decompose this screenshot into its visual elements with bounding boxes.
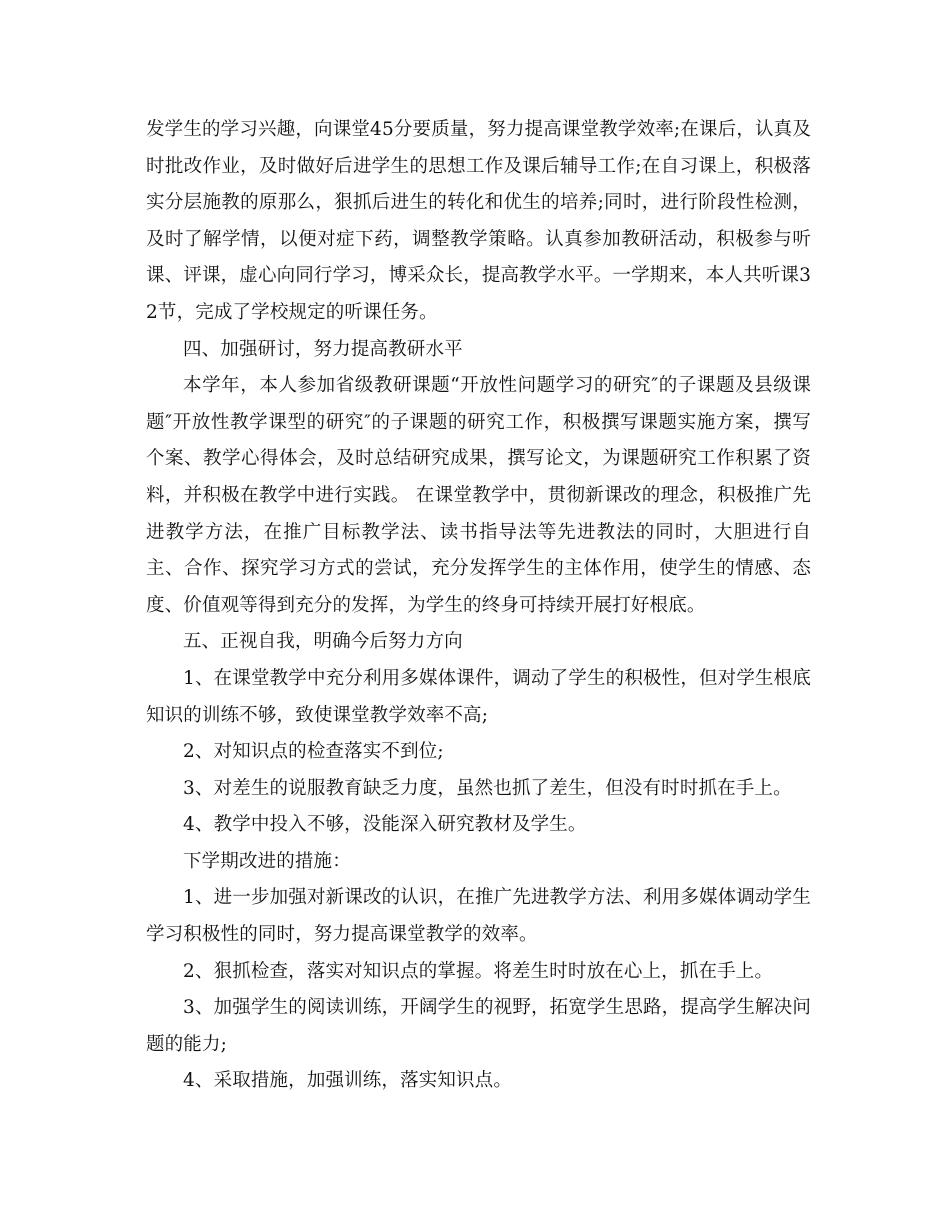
- paragraph-teaching-practice: 发学生的学习兴趣，向课堂45分要质量，努力提高课堂教学效率;在课后，认真及时批改作业，及时做好后进学生的思想工作及课后辅导工作;在自习课上，积极落实分层施教的原那么，狠抓后进生的转化和优生的培养;同时，进行阶段性检测，及时了解学情，以便对症下药，调整教学策略。认真参加教研活动，积极参与听课、评课，虚心向同行学习，博采众长，提高教学水平。一学期来，本人共听课32节，完成了学校规定的听课任务。: [146, 119, 811, 323]
- subheading-improvements: 下学期改进的措施：: [183, 850, 351, 872]
- list-item-improvement-1: 1、进一步加强对新课改的认识，在推广先进教学方法、利用多媒体调动学生学习积极性的同时，努力提高课堂教学的效率。: [146, 887, 811, 946]
- paragraph-research: 本学年，本人参加省级教研课题“开放性问题学习的研究″的子课题及县级课题″开放性教学课型的研究″的子课题的研究工作，积极撰写课题实施方案，撰写个案、教学心得体会，及时总结研究成果，撰写论文，为课题研究工作积累了资料，并积极在教学中进行实践。 在课堂教学中，贯彻新课改的理念，积极推广先进教学方法，在推广目标教学法、读书指导法等先进教法的同时，大胆进行自主、合作、探究学习方式的尝试，充分发挥学生的主体作用，使学生的情感、态度、价值观等得到充分的发挥，为学生的终身可持续开展打好根底。: [146, 375, 811, 616]
- list-item-shortcoming-3: 3、对差生的说服教育缺乏力度，虽然也抓了差生，但没有时时抓在手上。: [183, 777, 792, 799]
- list-item-shortcoming-4: 4、教学中投入不够，没能深入研究教材及学生。: [183, 814, 587, 836]
- list-item-improvement-3: 3、加强学生的阅读训练，开阔学生的视野，拓宽学生思路，提高学生解决问题的能力;: [146, 997, 811, 1055]
- section-heading-self-review: 五、正视自我，明确今后努力方向: [183, 631, 463, 653]
- list-item-improvement-4: 4、采取措施，加强训练，落实知识点。: [183, 1070, 512, 1092]
- section-heading-research: 四、加强研讨，努力提高教研水平: [183, 338, 463, 360]
- list-item-shortcoming-1: 1、在课堂教学中充分利用多媒体课件，调动了学生的积极性，但对学生根底知识的训练不够，致使课堂教学效率不高;: [146, 667, 811, 726]
- list-item-shortcoming-2: 2、对知识点的检查落实不到位;: [183, 741, 444, 763]
- document-body: [146, 112, 811, 1100]
- list-item-improvement-2: 2、狠抓检查，落实对知识点的掌握。将差生时时放在心上，抓在手上。: [183, 960, 774, 982]
